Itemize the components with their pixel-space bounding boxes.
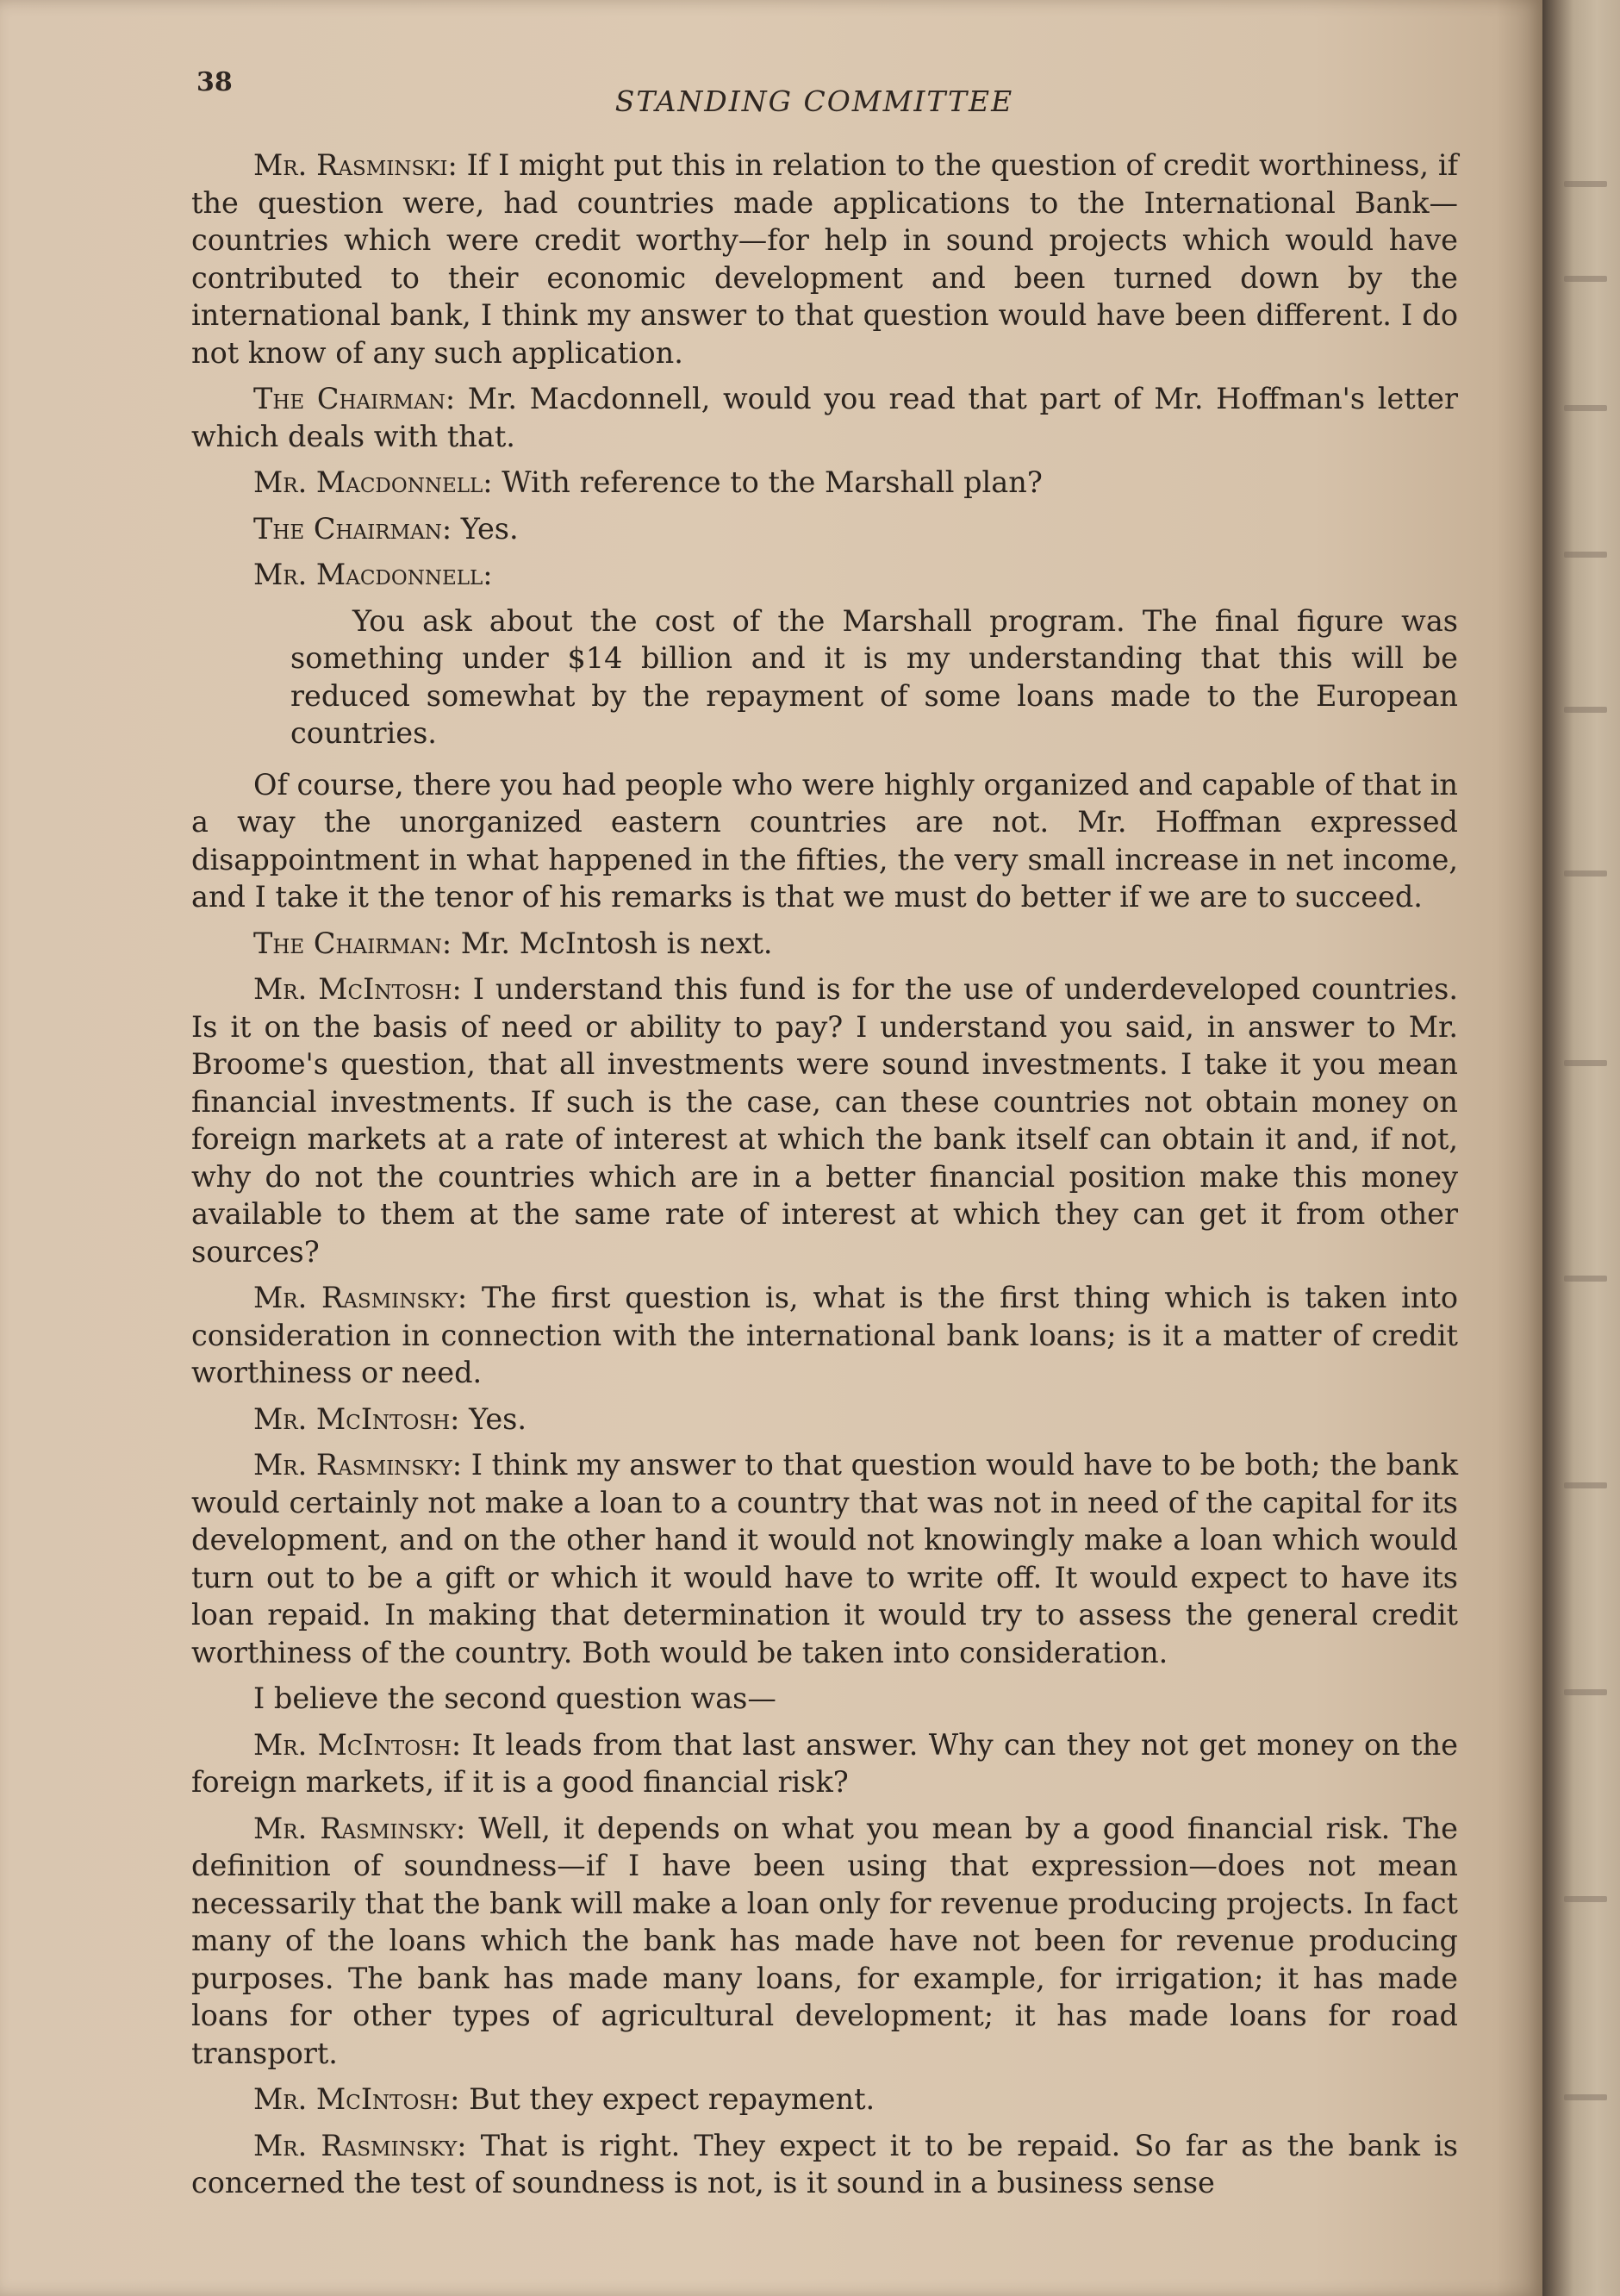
paragraph: [191, 556, 1458, 594]
paragraph-text: I believe the second question was—: [253, 1681, 776, 1715]
bleed-through-mark: [1564, 870, 1607, 877]
paragraph-text: Yes.: [459, 1401, 527, 1436]
paragraph: [191, 1401, 1458, 1438]
paragraph: [191, 766, 1458, 916]
paragraph: [191, 147, 1458, 371]
bleed-through-mark: [1564, 552, 1607, 558]
paragraph: [191, 2127, 1458, 2202]
paragraph-text: It leads from that last answer. Why can they not get money on the foreign markets, if it is a good financial risk?: [191, 1727, 1458, 1799]
adjacent-page-edge: [1542, 0, 1620, 2296]
paragraph: [191, 925, 1458, 963]
bleed-through-mark: [1564, 1689, 1607, 1695]
bleed-through-mark: [1564, 1896, 1607, 1902]
paragraph-text: I think my answer to that question would have to be both; the bank would certainly not make a loan to a country that was not in need of the capital for its development, and on the other hand it would not knowingly make a loan which would turn out to be a gift or which it would have to write off. It would expect to have its loan repaid. In making that determination it would try to assess the general credit worthiness of the country. Both would be taken into consideration.: [191, 1448, 1458, 1669]
bleed-through-mark: [1564, 181, 1607, 187]
speaker-label: The Chairman:: [253, 382, 456, 415]
paragraph: [191, 510, 1458, 548]
paragraph-text: If I might put this in relation to the question of credit worthiness, if the question were, had countries made applications to the International Bank—countries which were credit worthy—for help in sound projects which would have contributed to their economic development and been turned down by the international bank, I think my answer to that question would have been different. I do not know of any such application.: [191, 148, 1459, 370]
speaker-label: Mr. McIntosh:: [253, 1401, 460, 1436]
paragraph-text: Mr. Macdonnell, would you read that part of Mr. Hoffman's letter which deals with that.: [191, 382, 1458, 453]
speaker-label: Mr. Rasminsky:: [253, 1448, 463, 1482]
paragraph-text: I understand this fund is for the use of underdeveloped countries. Is it on the basis of need or ability to pay? I understand you said, in answer to Mr. Broome's question, that all investments were sound investments. I take it you mean financial investments. If such is the case, can these countries not obtain money on foreign markets at a rate of interest at which the bank itself can obtain it and, if not, why do not the countries which are in a better financial position make this money available to them at the same rate of interest at which they can get it from other sources?: [191, 972, 1458, 1269]
paragraph: [191, 380, 1458, 455]
speaker-label: Mr. Rasminsky:: [253, 1811, 466, 1845]
paragraph: [191, 1279, 1458, 1392]
paragraph-text: With reference to the Marshall plan?: [492, 465, 1043, 499]
paragraph-text: Well, it depends on what you mean by a good financial risk. The definition of soundness—if I have been using that expression—does not mean necessarily that the bank will make a loan only for revenue producing projects. In fact many of the loans which the bank has made have not been for revenue producing purposes. The bank has made many loans, for example, for irrigation; it has made loans for other types of agricultural development; it has made loans for road transport.: [191, 1811, 1458, 2070]
speaker-label: Mr. Macdonnell:: [253, 558, 493, 591]
bleed-through-mark: [1564, 1276, 1607, 1282]
paragraph-text: The first question is, what is the first thing which is taken into consideration in connection with the international bank loans; is it a matter of credit worthiness or need.: [191, 1281, 1458, 1389]
transcript-body: [191, 147, 1458, 2211]
bleed-through-mark: [1564, 2094, 1607, 2100]
paragraph: [191, 2081, 1458, 2118]
paragraph: [191, 970, 1458, 1270]
bleed-through-mark: [1564, 276, 1607, 282]
paragraph: [191, 1810, 1458, 2073]
speaker-label: Mr. Rasminsky:: [253, 1281, 468, 1314]
paragraph: [191, 1680, 1458, 1718]
paragraph-text: You ask about the cost of the Marshall program. The final figure was something under $14 billion and it is my understanding that this will be reduced somewhat by the repayment of some loans made to the European countries.: [290, 603, 1458, 750]
speaker-label: The Chairman:: [253, 511, 452, 546]
running-title: STANDING COMMITTEE: [614, 84, 1014, 118]
speaker-label: Mr. Rasminski:: [253, 148, 458, 182]
paragraph-text: Mr. McIntosh is next.: [452, 926, 773, 960]
speaker-label: Mr. Rasminsky:: [253, 2128, 467, 2162]
paragraph-text: Of course, there you had people who were highly organized and capable of that in a way the unorganized eastern countries are not. Mr. Hoffman expressed disappointment in what happened in the fifties, the very small increase in net income, and I take it the tenor of his remarks is that we must do better if we are to succeed.: [191, 767, 1458, 914]
paragraph-text: Yes.: [452, 511, 519, 546]
speaker-label: Mr. McIntosh:: [253, 1727, 462, 1762]
bleed-through-mark: [1564, 1482, 1607, 1488]
speaker-label: Mr. McIntosh:: [253, 972, 462, 1006]
speaker-label: The Chairman:: [253, 926, 452, 960]
bleed-through-mark: [1564, 405, 1607, 411]
paragraph-text: But they expect repayment.: [459, 2082, 875, 2116]
bleed-through-mark: [1564, 1060, 1607, 1066]
page-number: 38: [196, 67, 233, 97]
paragraph: [191, 464, 1458, 502]
speaker-label: Mr. McIntosh:: [253, 2082, 460, 2116]
paragraph-text: That is right. They expect it to be repaid. So far as the bank is concerned the test of soundness is not, is it sound in a business sense: [191, 2128, 1459, 2199]
bleed-through-mark: [1564, 707, 1607, 713]
paragraph: [191, 1446, 1458, 1671]
speaker-label: Mr. Macdonnell:: [253, 465, 493, 499]
paragraph: [191, 1726, 1458, 1801]
quoted-letter: [290, 602, 1458, 752]
